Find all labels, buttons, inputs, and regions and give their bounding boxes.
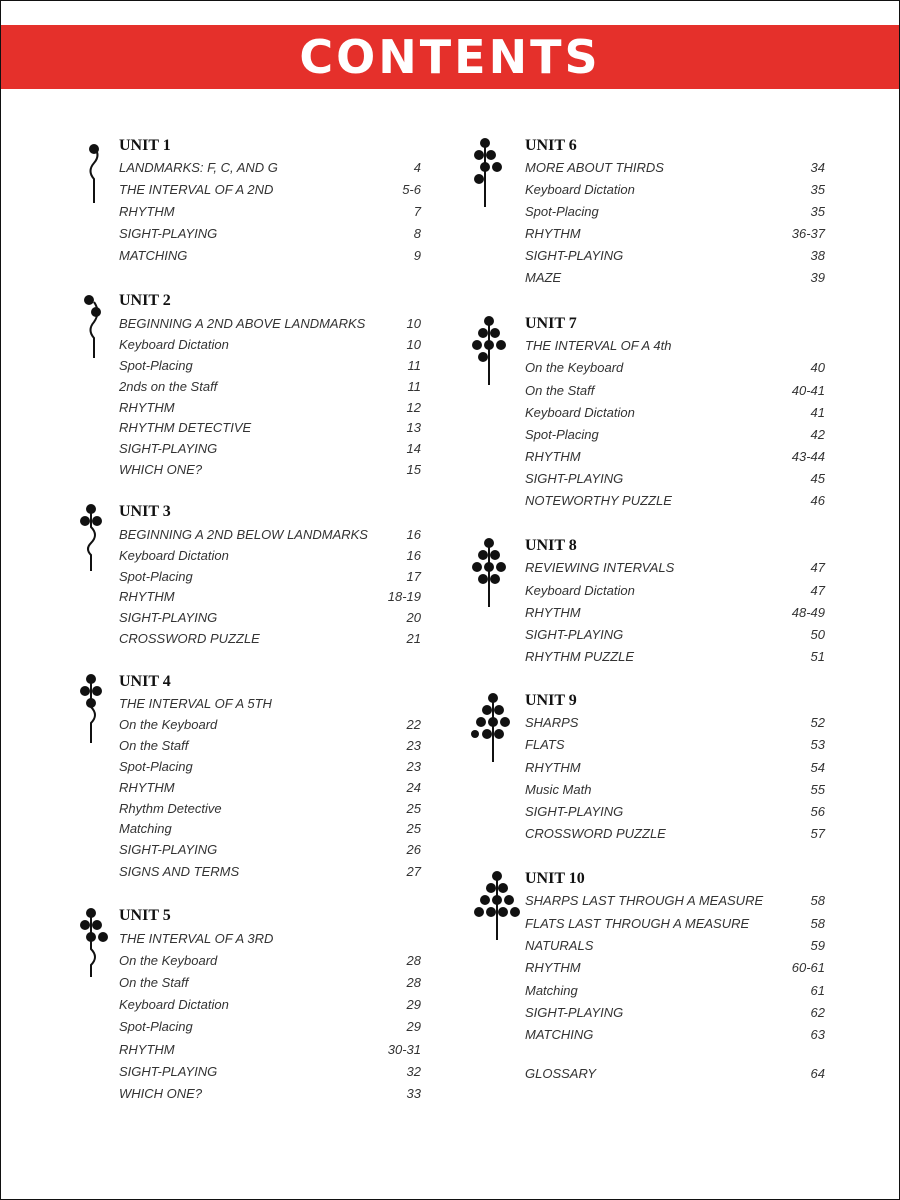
toc-entry[interactable] [119, 440, 421, 458]
toc-entry-page: 34 [810, 160, 825, 175]
toc-entry-page: 32 [406, 1064, 421, 1079]
toc-entry-page: 52 [810, 715, 825, 730]
toc-entry-page: 43-44 [791, 449, 825, 464]
toc-entry-page: 58 [810, 893, 825, 908]
toc-entry-label: On the Keyboard [119, 953, 218, 968]
toc-entry-page: 46 [810, 493, 825, 508]
toc-entry[interactable] [525, 982, 825, 1000]
toc-entry[interactable] [119, 461, 421, 479]
toc-entry-page: 16 [406, 527, 421, 542]
toc-entry-label: WHICH ONE? [119, 462, 203, 477]
toc-entry[interactable] [119, 203, 421, 221]
note-tree-icon [471, 315, 515, 387]
toc-entry-label: On the Keyboard [119, 717, 218, 732]
toc-entry-page: 51 [810, 649, 825, 664]
toc-entry-label: GLOSSARY [525, 1066, 597, 1081]
toc-entry[interactable] [119, 930, 421, 948]
toc-entry-page: 29 [406, 1019, 421, 1034]
toc-entry-label: On the Staff [119, 975, 189, 990]
note-tree-icon [471, 537, 515, 609]
toc-entry[interactable] [119, 974, 421, 992]
toc-entry-page: 41 [810, 405, 825, 420]
toc-entry-page: 63 [810, 1027, 825, 1042]
toc-entry-page: 27 [406, 864, 421, 879]
contents-banner [1, 25, 899, 89]
toc-entry-page: 9 [413, 248, 421, 263]
toc-entry-label: NATURALS [525, 938, 594, 953]
toc-entry-label: THE INTERVAL OF A 5TH [119, 696, 272, 711]
toc-entry[interactable] [119, 568, 421, 586]
toc-entry[interactable] [119, 357, 421, 375]
toc-entry-page: 12 [406, 400, 421, 415]
toc-entry[interactable] [119, 547, 421, 565]
toc-entry-label: RHYTHM PUZZLE [525, 649, 635, 664]
toc-entry[interactable] [119, 1018, 421, 1036]
toc-entry[interactable] [525, 492, 825, 510]
toc-entry-page: 18-19 [387, 589, 421, 604]
toc-entry[interactable] [525, 892, 825, 910]
toc-entry[interactable] [525, 714, 825, 732]
toc-entry-page: 26 [406, 842, 421, 857]
toc-entry[interactable] [119, 779, 421, 797]
toc-entry-page: 25 [406, 821, 421, 836]
toc-entry-page: 35 [810, 204, 825, 219]
toc-entry-label: Spot-Placing [119, 569, 193, 584]
toc-entry-page: 7 [413, 204, 421, 219]
toc-entry[interactable] [525, 404, 825, 422]
toc-entry-label: RHYTHM [119, 589, 175, 604]
toc-entry[interactable] [119, 952, 421, 970]
toc-entry[interactable] [119, 758, 421, 776]
toc-entry-page: 29 [406, 997, 421, 1012]
toc-entry[interactable] [525, 803, 825, 821]
toc-entry-label: THE INTERVAL OF A 3RD [119, 931, 274, 946]
toc-entry[interactable] [525, 269, 825, 287]
toc-entry[interactable] [525, 382, 825, 400]
toc-entry-label: RHYTHM DETECTIVE [119, 420, 252, 435]
toc-entry-page: 24 [406, 780, 421, 795]
toc-entry-label: SHARPS LAST THROUGH A MEASURE [525, 893, 764, 908]
toc-entry[interactable] [525, 559, 825, 577]
toc-entry-page: 42 [810, 427, 825, 442]
toc-entry-label: SIGNS AND TERMS [119, 864, 240, 879]
toc-entry-page: 25 [406, 801, 421, 816]
toc-entry-page: 23 [406, 738, 421, 753]
toc-entry-page: 50 [810, 627, 825, 642]
toc-entry-label: Music Math [525, 782, 592, 797]
toc-entry[interactable] [525, 825, 825, 843]
toc-entry[interactable] [525, 159, 825, 177]
toc-entry-label: SIGHT-PLAYING [119, 610, 218, 625]
toc-entry-label: SIGHT-PLAYING [119, 441, 218, 456]
toc-entry[interactable] [525, 648, 825, 666]
toc-entry-label: RHYTHM [525, 449, 581, 464]
toc-entry-page: 38 [810, 248, 825, 263]
toc-entry-page: 14 [406, 441, 421, 456]
toc-entry-label: Rhythm Detective [119, 801, 222, 816]
toc-entry[interactable] [525, 448, 825, 466]
toc-entry-label: MATCHING [525, 1027, 594, 1042]
toc-entry-page: 15 [406, 462, 421, 477]
toc-entry-label: SIGHT-PLAYING [525, 627, 624, 642]
toc-entry[interactable] [119, 820, 421, 838]
toc-entry-page: 62 [810, 1005, 825, 1020]
glossary-entry[interactable] [525, 1065, 825, 1083]
toc-entry-page: 13 [406, 420, 421, 435]
toc-entry-page: 64 [810, 1066, 825, 1081]
note-tree-icon [471, 692, 523, 764]
toc-entry[interactable] [525, 181, 825, 199]
toc-entry[interactable] [119, 630, 421, 648]
toc-entry[interactable] [525, 604, 825, 622]
toc-entry-label: SIGHT-PLAYING [119, 226, 218, 241]
toc-entry-label: On the Staff [525, 383, 595, 398]
toc-entry-label: NOTEWORTHY PUZZLE [525, 493, 672, 508]
note-tree-icon [79, 907, 119, 979]
toc-entry-page: 36-37 [791, 226, 825, 241]
toc-entry-page: 30-31 [387, 1042, 421, 1057]
toc-entry-label: RHYTHM [525, 605, 581, 620]
toc-entry-label: MAZE [525, 270, 562, 285]
toc-entry[interactable] [525, 203, 825, 221]
toc-entry[interactable] [525, 915, 825, 933]
toc-entry-label: RHYTHM [525, 226, 581, 241]
toc-entry-label: RHYTHM [119, 400, 175, 415]
toc-entry-label: THE INTERVAL OF A 2ND [119, 182, 274, 197]
toc-entry[interactable] [119, 1041, 421, 1059]
toc-entry[interactable] [525, 781, 825, 799]
toc-entry-label: Matching [119, 821, 172, 836]
toc-entry[interactable] [525, 937, 825, 955]
toc-entry[interactable] [119, 737, 421, 755]
note-tree-icon [471, 137, 515, 209]
toc-entry-label: REVIEWING INTERVALS [525, 560, 675, 575]
toc-entry-page: 40-41 [791, 383, 825, 398]
toc-entry-label: SIGHT-PLAYING [525, 804, 624, 819]
toc-entry-page: 45 [810, 471, 825, 486]
toc-entry-page: 54 [810, 760, 825, 775]
toc-entry[interactable] [119, 225, 421, 243]
toc-entry[interactable] [525, 736, 825, 754]
toc-entry[interactable] [525, 337, 825, 355]
toc-entry[interactable] [525, 1004, 825, 1022]
toc-entry-page: 60-61 [791, 960, 825, 975]
toc-entry-label: SIGHT-PLAYING [525, 1005, 624, 1020]
toc-entry-label: Keyboard Dictation [525, 405, 635, 420]
unit-title: UNIT 9 [525, 692, 577, 709]
unit-title: UNIT 8 [525, 537, 577, 554]
toc-entry[interactable] [119, 181, 421, 199]
toc-entry-page: 48-49 [791, 605, 825, 620]
toc-entry[interactable] [525, 470, 825, 488]
toc-entry[interactable] [119, 800, 421, 818]
toc-entry[interactable] [119, 419, 421, 437]
unit-title: UNIT 1 [119, 137, 171, 154]
toc-entry-page: 47 [810, 560, 825, 575]
unit-title: UNIT 10 [525, 870, 585, 887]
toc-entry-page: 39 [810, 270, 825, 285]
toc-entry-label: Spot-Placing [119, 1019, 193, 1034]
toc-entry-label: 2nds on the Staff [119, 379, 218, 394]
toc-entry[interactable] [119, 863, 421, 881]
toc-entry-label: Matching [525, 983, 578, 998]
toc-entry-page: 59 [810, 938, 825, 953]
toc-entry[interactable] [525, 247, 825, 265]
toc-entry[interactable] [525, 1026, 825, 1044]
toc-entry-page: 11 [407, 358, 421, 373]
note-tree-icon [79, 503, 119, 573]
toc-entry[interactable] [119, 1063, 421, 1081]
toc-entry-page: 58 [810, 916, 825, 931]
toc-entry-label: RHYTHM [525, 760, 581, 775]
toc-entry[interactable] [525, 959, 825, 977]
toc-entry-label: SIGHT-PLAYING [525, 248, 624, 263]
toc-entry-label: MORE ABOUT THIRDS [525, 160, 664, 175]
toc-entry[interactable] [119, 588, 421, 606]
toc-entry-label: FLATS LAST THROUGH A MEASURE [525, 916, 750, 931]
toc-entry-page: 20 [406, 610, 421, 625]
toc-entry-label: WHICH ONE? [119, 1086, 203, 1101]
toc-entry[interactable] [119, 1085, 421, 1103]
toc-entry[interactable] [119, 315, 421, 333]
toc-entry[interactable] [525, 426, 825, 444]
toc-entry-page: 28 [406, 975, 421, 990]
toc-entry[interactable] [119, 526, 421, 544]
toc-entry-label: SIGHT-PLAYING [525, 471, 624, 486]
toc-entry-label: RHYTHM [119, 780, 175, 795]
toc-entry-page: 55 [810, 782, 825, 797]
toc-entry[interactable] [119, 336, 421, 354]
toc-entry-page: 17 [406, 569, 421, 584]
page-title: CONTENTS [299, 30, 601, 84]
toc-entry-page: 57 [810, 826, 825, 841]
toc-entry[interactable] [525, 359, 825, 377]
toc-entry-label: FLATS [525, 737, 565, 752]
toc-entry-label: Spot-Placing [525, 427, 599, 442]
toc-entry-label: Spot-Placing [119, 358, 193, 373]
toc-entry-label: Keyboard Dictation [119, 548, 229, 563]
toc-entry-label: On the Staff [119, 738, 189, 753]
toc-entry[interactable] [119, 716, 421, 734]
toc-entry[interactable] [525, 225, 825, 243]
toc-entry-label: Spot-Placing [525, 204, 599, 219]
unit-title: UNIT 7 [525, 315, 577, 332]
toc-entry-page: 56 [810, 804, 825, 819]
toc-entry-label: Keyboard Dictation [525, 583, 635, 598]
toc-entry-page: 47 [810, 583, 825, 598]
toc-entry[interactable] [119, 399, 421, 417]
toc-entry[interactable] [119, 159, 421, 177]
note-tree-icon [79, 137, 119, 207]
toc-entry-label: THE INTERVAL OF A 4th [525, 338, 672, 353]
toc-entry-label: Keyboard Dictation [119, 337, 229, 352]
toc-entry[interactable] [525, 626, 825, 644]
toc-entry-page: 21 [406, 631, 421, 646]
toc-entry-page: 5-6 [402, 182, 421, 197]
unit-title: UNIT 4 [119, 673, 171, 690]
toc-entry-label: Keyboard Dictation [525, 182, 635, 197]
toc-entry-label: RHYTHM [525, 960, 581, 975]
unit-title: UNIT 2 [119, 292, 171, 309]
toc-entry-label: CROSSWORD PUZZLE [525, 826, 666, 841]
note-tree-icon [471, 870, 527, 942]
toc-entry-page: 23 [406, 759, 421, 774]
toc-entry-page: 10 [406, 316, 421, 331]
toc-entry-page: 33 [406, 1086, 421, 1101]
toc-entry[interactable] [119, 609, 421, 627]
toc-entry-label: LANDMARKS: F, C, AND G [119, 160, 278, 175]
toc-entry-page: 61 [810, 983, 825, 998]
toc-entry-label: RHYTHM [119, 204, 175, 219]
toc-entry-label: BEGINNING A 2ND BELOW LANDMARKS [119, 527, 368, 542]
toc-entry-label: MATCHING [119, 248, 188, 263]
toc-entry[interactable] [119, 695, 421, 713]
toc-entry[interactable] [119, 247, 421, 265]
unit-title: UNIT 3 [119, 503, 171, 520]
toc-entry-label: RHYTHM [119, 1042, 175, 1057]
note-tree-icon [79, 292, 119, 362]
unit-title: UNIT 5 [119, 907, 171, 924]
toc-entry-label: SIGHT-PLAYING [119, 842, 218, 857]
toc-entry-label: Keyboard Dictation [119, 997, 229, 1012]
toc-entry-label: CROSSWORD PUZZLE [119, 631, 260, 646]
toc-entry-label: BEGINNING A 2ND ABOVE LANDMARKS [119, 316, 366, 331]
note-tree-icon [79, 673, 119, 743]
toc-entry-label: On the Keyboard [525, 360, 624, 375]
toc-entry-page: 53 [810, 737, 825, 752]
toc-entry-page: 28 [406, 953, 421, 968]
toc-entry-page: 11 [407, 379, 421, 394]
toc-entry[interactable] [525, 582, 825, 600]
unit-title: UNIT 6 [525, 137, 577, 154]
toc-entry-page: 35 [810, 182, 825, 197]
toc-entry-page: 4 [413, 160, 421, 175]
toc-entry-label: SIGHT-PLAYING [119, 1064, 218, 1079]
toc-entry-page: 16 [406, 548, 421, 563]
toc-entry[interactable] [119, 841, 421, 859]
toc-entry-page: 40 [810, 360, 825, 375]
toc-entry-label: Spot-Placing [119, 759, 193, 774]
toc-entry-label: SHARPS [525, 715, 579, 730]
toc-entry-page: 10 [406, 337, 421, 352]
toc-entry[interactable] [119, 996, 421, 1014]
toc-entry-page: 22 [406, 717, 421, 732]
toc-entry-page: 8 [413, 226, 421, 241]
toc-entry[interactable] [119, 378, 421, 396]
toc-entry[interactable] [525, 759, 825, 777]
